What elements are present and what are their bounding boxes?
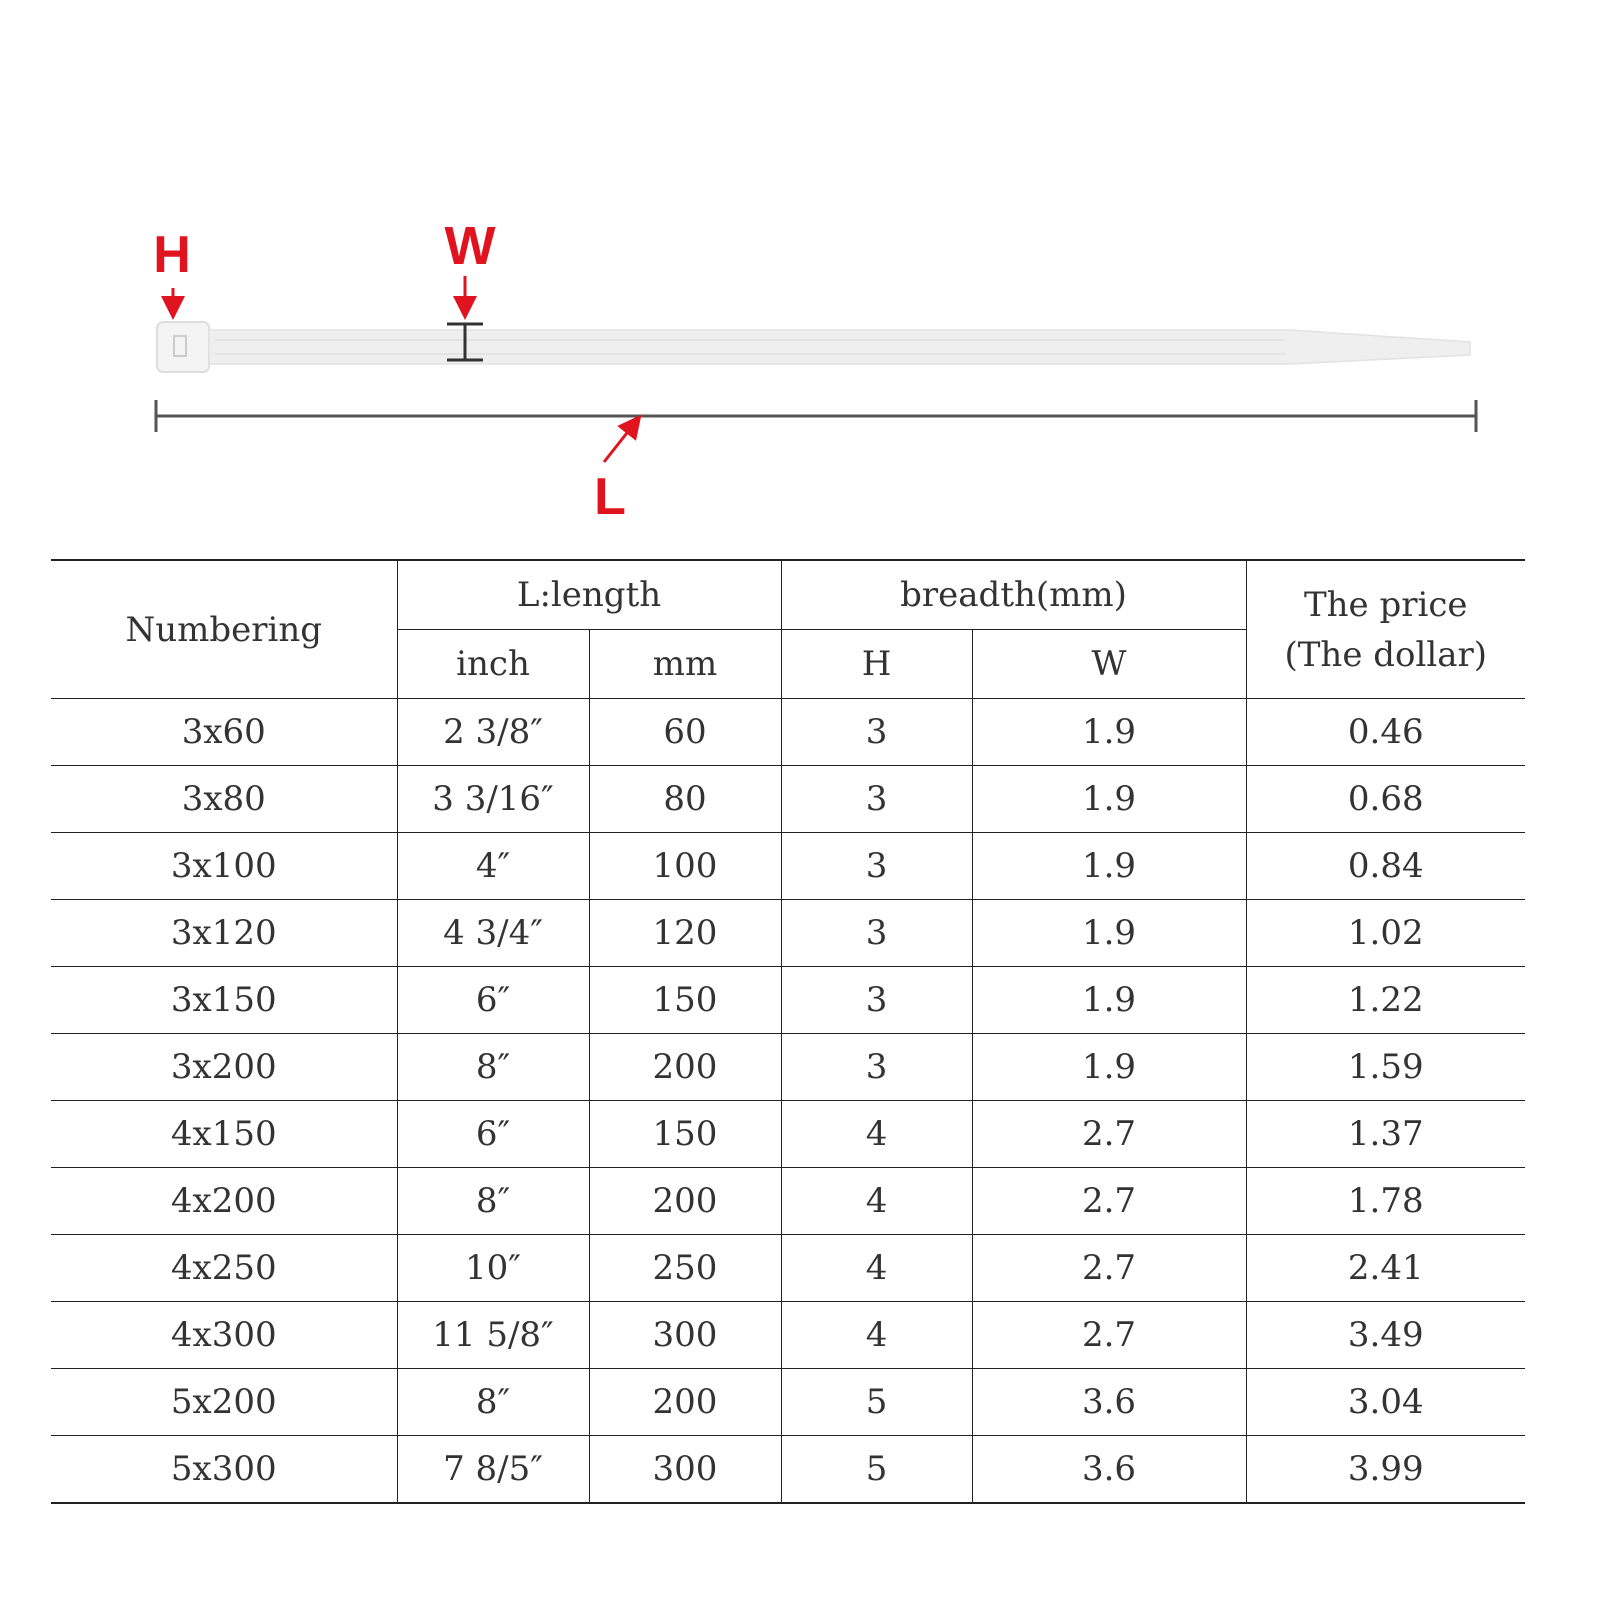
table-row (51, 766, 1525, 833)
cell-mm: 200 (589, 1168, 781, 1235)
cell-price: 1.02 (1246, 900, 1525, 967)
length-dimension-line (156, 400, 1476, 432)
cable-tie-spec-table (51, 559, 1525, 1504)
cable-tie-image (157, 322, 1470, 372)
cell-inch: 6″ (397, 967, 589, 1034)
cell-inch: 8″ (397, 1168, 589, 1235)
cell-mm: 150 (589, 1101, 781, 1168)
cell-numbering: 3x100 (51, 833, 397, 900)
cell-mm: 300 (589, 1302, 781, 1369)
table-row (51, 967, 1525, 1034)
cell-price: 1.59 (1246, 1034, 1525, 1101)
cell-price: 1.78 (1246, 1168, 1525, 1235)
cell-mm: 200 (589, 1034, 781, 1101)
cell-numbering: 4x300 (51, 1302, 397, 1369)
w-header: W (972, 630, 1246, 699)
cell-w: 2.7 (972, 1302, 1246, 1369)
price-header-line1: The price (1303, 584, 1468, 625)
cell-inch: 3 3/16″ (397, 766, 589, 833)
table-row (51, 900, 1525, 967)
cell-numbering: 3x60 (51, 699, 397, 766)
cell-w: 1.9 (972, 833, 1246, 900)
cell-inch: 2 3/8″ (397, 699, 589, 766)
cell-w: 1.9 (972, 900, 1246, 967)
cell-inch: 4″ (397, 833, 589, 900)
cell-mm: 150 (589, 967, 781, 1034)
cell-inch: 8″ (397, 1369, 589, 1436)
cell-price: 0.68 (1246, 766, 1525, 833)
width-label: W (444, 216, 496, 276)
cell-w: 2.7 (972, 1168, 1246, 1235)
cell-price: 0.84 (1246, 833, 1525, 900)
cell-inch: 4 3/4″ (397, 900, 589, 967)
cell-numbering: 4x250 (51, 1235, 397, 1302)
table-row (51, 1369, 1525, 1436)
cell-numbering: 4x200 (51, 1168, 397, 1235)
table-row (51, 1168, 1525, 1235)
table-row (51, 1235, 1525, 1302)
cell-h: 3 (781, 766, 972, 833)
cell-w: 1.9 (972, 1034, 1246, 1101)
cell-w: 3.6 (972, 1436, 1246, 1504)
cell-price: 3.99 (1246, 1436, 1525, 1504)
cell-h: 3 (781, 699, 972, 766)
cell-w: 3.6 (972, 1369, 1246, 1436)
cell-h: 3 (781, 967, 972, 1034)
cable-tie-dimension-diagram (0, 0, 1600, 540)
cell-h: 3 (781, 1034, 972, 1101)
cell-inch: 7 8/5″ (397, 1436, 589, 1504)
length-label: L (594, 468, 626, 526)
price-header-line2: (The dollar) (1284, 634, 1488, 675)
cell-h: 5 (781, 1436, 972, 1504)
cell-numbering: 3x150 (51, 967, 397, 1034)
cell-h: 4 (781, 1235, 972, 1302)
table-body (51, 699, 1525, 1504)
cell-mm: 300 (589, 1436, 781, 1504)
cell-h: 3 (781, 833, 972, 900)
cell-mm: 100 (589, 833, 781, 900)
table-row (51, 699, 1525, 766)
l-arrow (604, 424, 634, 462)
cell-numbering: 5x200 (51, 1369, 397, 1436)
cell-w: 1.9 (972, 967, 1246, 1034)
table-row (51, 1101, 1525, 1168)
cell-h: 4 (781, 1302, 972, 1369)
cell-price: 0.46 (1246, 699, 1525, 766)
inch-header: inch (397, 630, 589, 699)
table-row (51, 1302, 1525, 1369)
cell-inch: 6″ (397, 1101, 589, 1168)
cell-w: 2.7 (972, 1235, 1246, 1302)
cell-numbering: 3x200 (51, 1034, 397, 1101)
cell-inch: 8″ (397, 1034, 589, 1101)
cell-mm: 60 (589, 699, 781, 766)
cell-price: 3.04 (1246, 1369, 1525, 1436)
cell-numbering: 5x300 (51, 1436, 397, 1504)
breadth-group-header: breadth(mm) (781, 560, 1246, 630)
cell-mm: 250 (589, 1235, 781, 1302)
cell-inch: 10″ (397, 1235, 589, 1302)
cell-h: 5 (781, 1369, 972, 1436)
mm-header: mm (589, 630, 781, 699)
cell-w: 2.7 (972, 1101, 1246, 1168)
cell-price: 1.37 (1246, 1101, 1525, 1168)
cell-h: 4 (781, 1168, 972, 1235)
cell-price: 2.41 (1246, 1235, 1525, 1302)
table-row (51, 1436, 1525, 1504)
numbering-header: Numbering (51, 560, 397, 699)
cell-inch: 11 5/8″ (397, 1302, 589, 1369)
length-group-header: L:length (397, 560, 781, 630)
cell-h: 3 (781, 900, 972, 967)
cell-w: 1.9 (972, 699, 1246, 766)
table-row (51, 1034, 1525, 1101)
price-header (1246, 560, 1525, 699)
cell-numbering: 4x150 (51, 1101, 397, 1168)
cell-numbering: 3x80 (51, 766, 397, 833)
cell-w: 1.9 (972, 766, 1246, 833)
cell-price: 1.22 (1246, 967, 1525, 1034)
cell-mm: 80 (589, 766, 781, 833)
cell-mm: 120 (589, 900, 781, 967)
h-header: H (781, 630, 972, 699)
cell-h: 4 (781, 1101, 972, 1168)
cell-price: 3.49 (1246, 1302, 1525, 1369)
cell-numbering: 3x120 (51, 900, 397, 967)
height-label: H (153, 226, 191, 284)
cell-mm: 200 (589, 1369, 781, 1436)
table-row (51, 833, 1525, 900)
